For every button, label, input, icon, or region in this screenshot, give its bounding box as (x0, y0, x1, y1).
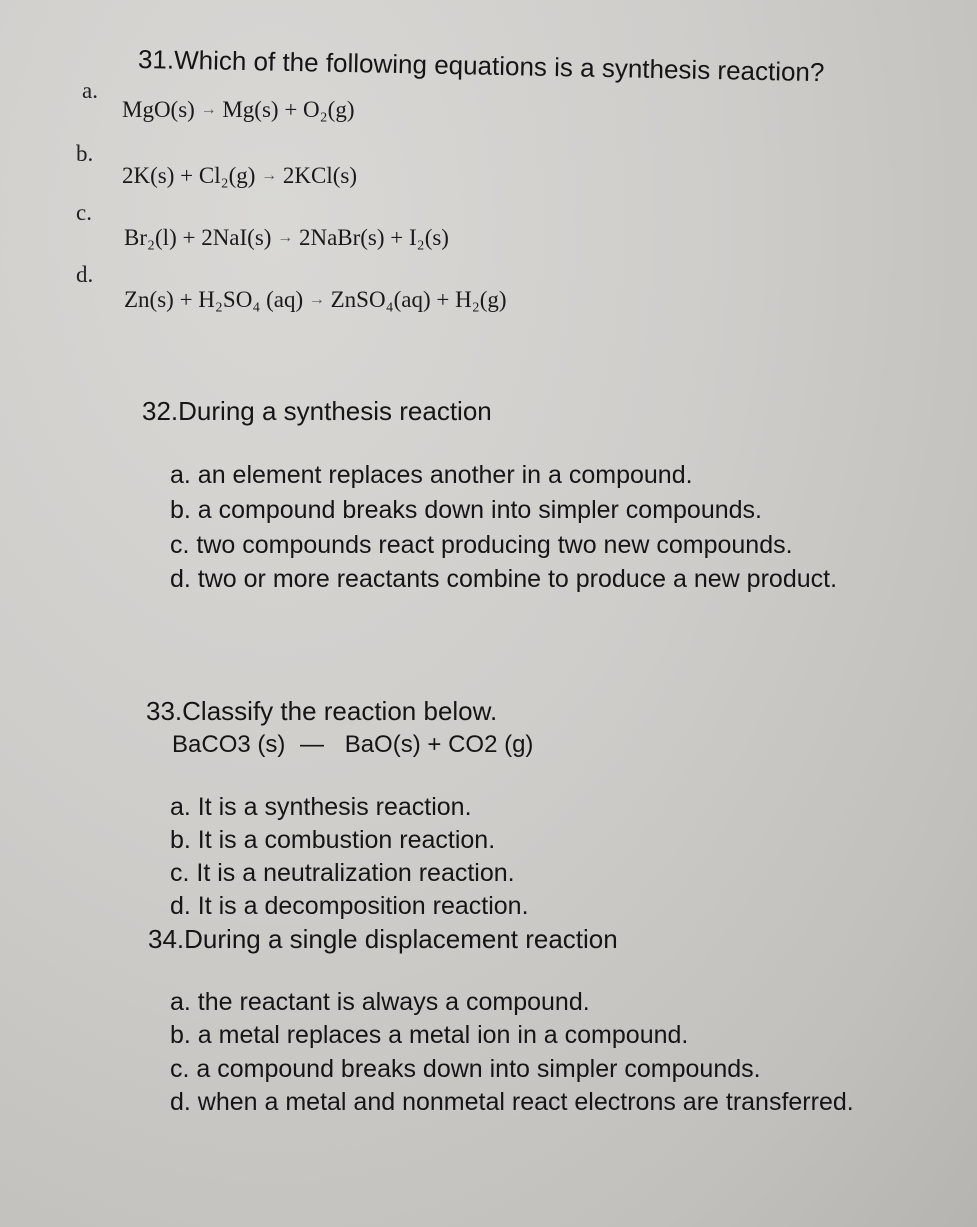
answer-option-34a: a. the reactant is always a compound. (170, 988, 590, 1016)
answer-option-33b: b. It is a combustion reaction. (170, 826, 496, 854)
question-text: During a synthesis reaction (178, 396, 492, 426)
option-letter-c: c. (76, 200, 92, 225)
answer-option-34b: b. a metal replaces a metal ion in a compound. (170, 1021, 689, 1049)
answer-option-34c: c. a compound breaks down into simpler compounds. (170, 1055, 761, 1083)
equation-reactants: Zn(s) + H₂SO₄ (aq) (124, 287, 304, 312)
equation-products: 2NaBr(s) + I₂(s) (298, 225, 449, 250)
reaction-arrow-icon: — (300, 731, 325, 758)
answer-option-32b: b. a compound breaks down into simpler compounds. (170, 496, 762, 524)
equation-products: 2KCl(s) (282, 163, 358, 188)
answer-option-32d: d. two or more reactants combine to produce a new product. (170, 565, 838, 593)
answer-option-33d: d. It is a decomposition reaction. (170, 892, 529, 920)
answer-option-33c: c. It is a neutralization reaction. (170, 859, 515, 887)
equation-a (122, 97, 354, 123)
equation-reactants: MgO(s) (122, 97, 195, 122)
reaction-arrow-icon: → (277, 229, 294, 246)
equation-c (124, 225, 449, 251)
reaction-products: BaO(s) + CO2 (g) (344, 731, 534, 758)
equation-b (122, 163, 357, 189)
question-text: Which of the following equations is a synthesis reaction? (173, 44, 825, 88)
answer-option-32c: c. two compounds react producing two new compounds. (170, 531, 793, 559)
equation-d (124, 287, 507, 313)
answer-option-32a: a. an element replaces another in a compound. (170, 461, 693, 489)
equation-products: Mg(s) + O₂(g) (222, 97, 355, 122)
question-31 (138, 44, 825, 88)
question-33 (146, 696, 497, 727)
question-number: 33. (146, 696, 183, 726)
option-letter-d: d. (76, 262, 94, 287)
reaction-reactant: BaCO3 (s) (172, 731, 286, 758)
equation-reactants: 2K(s) + Cl₂(g) (122, 163, 256, 188)
equation-reactants: Br₂(l) + 2NaI(s) (124, 225, 272, 250)
reaction-arrow-icon: → (200, 101, 217, 118)
option-letter-a: a. (82, 78, 98, 103)
question-text: Classify the reaction below. (182, 696, 498, 726)
option-letter-b: b. (76, 141, 94, 166)
reaction-arrow-icon: → (261, 167, 278, 184)
question-number: 32. (142, 396, 179, 426)
equation-products: ZnSO₄(aq) + H₂(g) (330, 287, 507, 312)
reaction-arrow-icon: → (308, 291, 325, 308)
reaction-33 (172, 731, 533, 759)
answer-option-33a: a. It is a synthesis reaction. (170, 793, 472, 821)
question-32 (142, 396, 492, 427)
question-number: 34. (148, 924, 185, 954)
question-text: During a single displacement reaction (184, 924, 618, 954)
question-34 (148, 924, 618, 955)
question-number: 31. (137, 44, 175, 75)
answer-option-34d: d. when a metal and nonmetal react electrons are transferred. (170, 1088, 854, 1116)
